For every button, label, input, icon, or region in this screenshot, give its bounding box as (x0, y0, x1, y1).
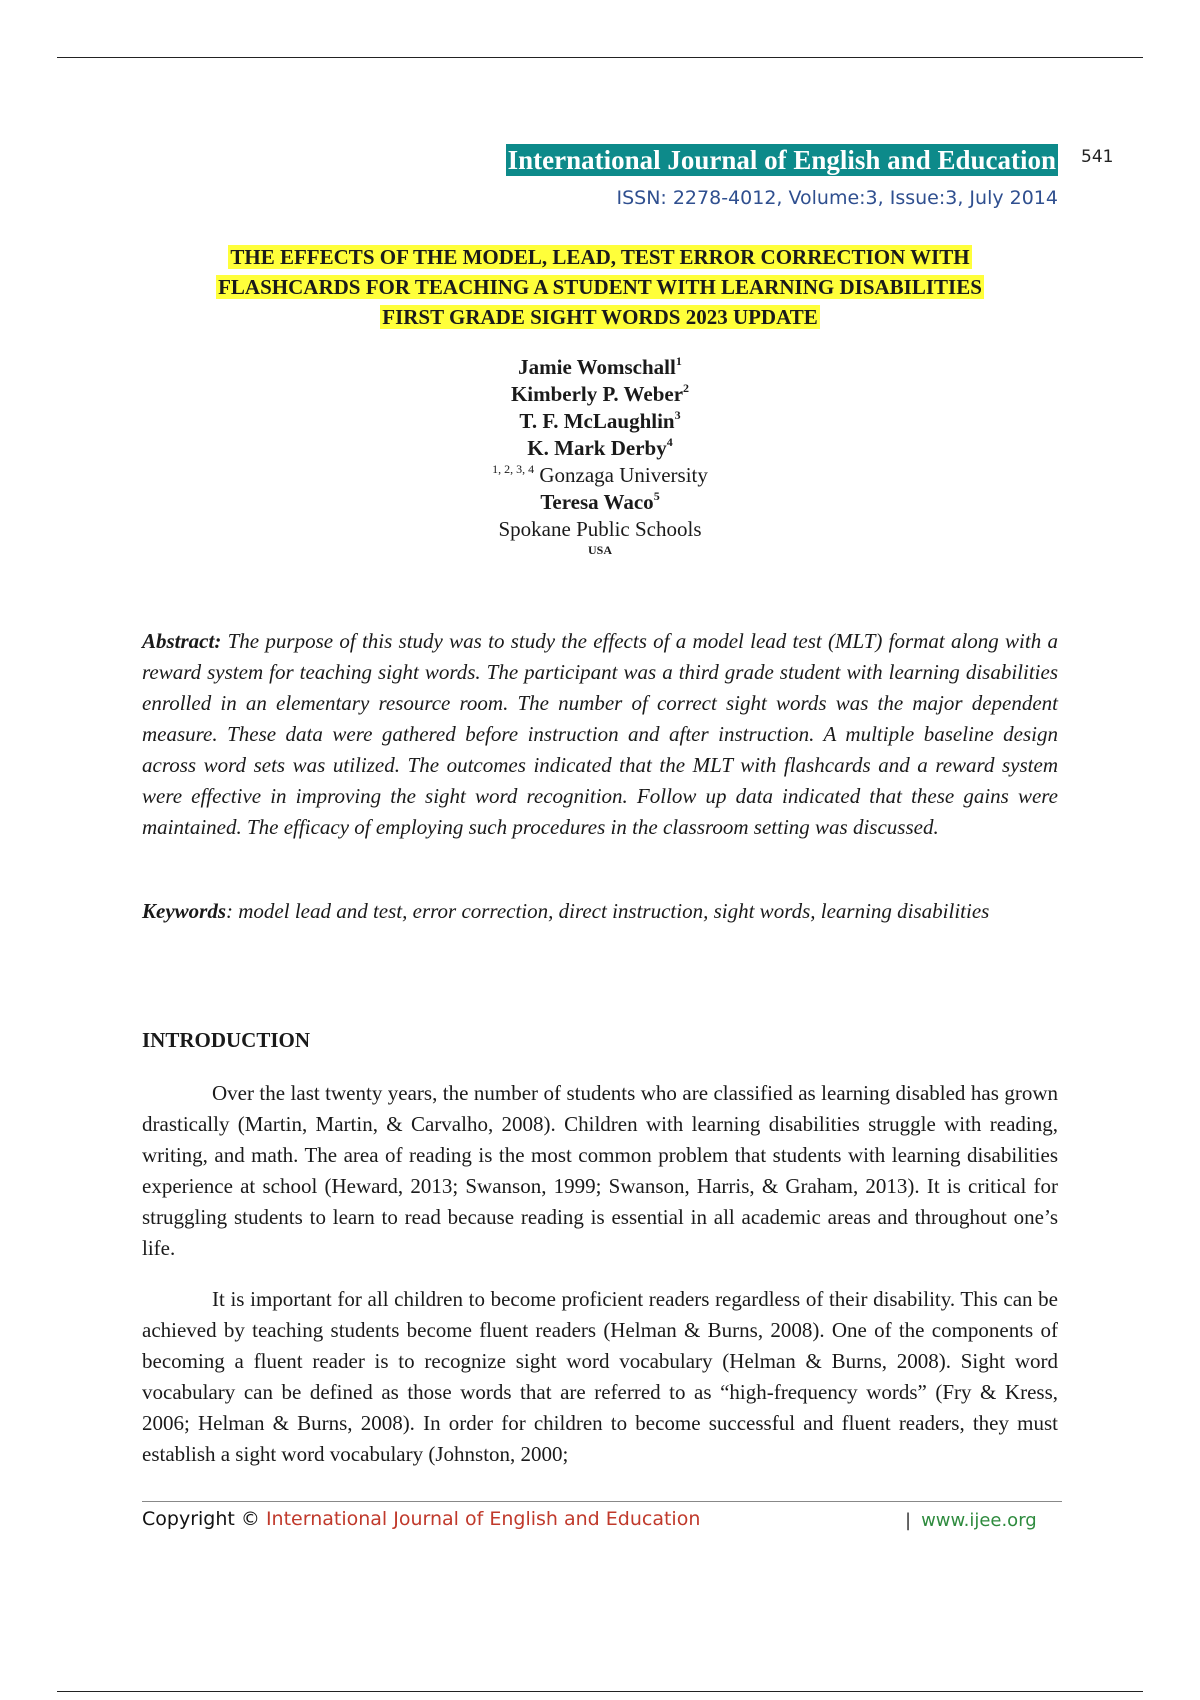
abstract-label: Abstract: (142, 629, 222, 653)
author-name: Jamie Womschall$^1$ (518, 354, 682, 379)
affiliation: Spokane Public Schools (498, 517, 702, 541)
author-name: T. F. McLaughlin$^3$ (519, 408, 681, 433)
country: USA (587, 543, 612, 557)
footer-copyright (142, 1508, 700, 1530)
footer-journal-name: International Journal of English and Education (265, 1508, 701, 1530)
abstract (142, 626, 1058, 843)
author-name: Teresa Waco$^5$ (540, 489, 660, 514)
keywords (142, 896, 1058, 927)
keywords-text: : model lead and test, error correction, direct instruction, sight words, learning disabilities (226, 899, 990, 923)
issn-line: ISSN: 2278-4012, Volume:3, Issue:3, July 2014 (616, 187, 1058, 209)
body-paragraph: Over the last twenty years, the number of students who are classified as learning disabled has grown drastically (Martin, Martin, & Carvalho, 2008). Children with learning disabilities struggle with reading, writing, and math. The area of reading is the most common problem that students with learning disabilities experience at school (Heward, 2013; Swanson, 1999; Swanson, Harris, & Graham, 2013). It is critical for struggling students to learn to read because reading is essential in all academic areas and throughout one’s life. (142, 1081, 1058, 1260)
footer-rule (142, 1501, 1062, 1502)
author-block (300, 354, 900, 557)
footer-separator: | (905, 1510, 912, 1531)
section-heading: INTRODUCTION (142, 1028, 311, 1052)
website-link[interactable]: www.ijee.org (921, 1510, 1037, 1531)
journal-banner: International Journal of English and Education (507, 145, 1056, 175)
author-name: Kimberly P. Weber$^2$ (510, 381, 690, 406)
bottom-rule (57, 1691, 1143, 1692)
top-rule (57, 57, 1143, 58)
copyright-label: Copyright © (142, 1508, 260, 1530)
affiliation: $^{1, 2, 3, 4}$ Gonzaga University (492, 462, 708, 487)
body-paragraph: It is important for all children to become proficient readers regardless of their disability. This can be achieved by teaching students become fluent readers (Helman & Burns, 2008). One of the components of becoming a fluent reader is to recognize sight word vocabulary (Helman & Burns, 2008). Sight word vocabulary can be defined as those words that are referred to as “high-frequency words” (Fry & Kress, 2006; Helman & Burns, 2008). In order for children to become successful and fluent readers, they must establish a sight word vocabulary (Johnston, 2000; (142, 1287, 1058, 1466)
keywords-label: Keywords (142, 899, 226, 923)
footer-website (905, 1510, 1037, 1531)
author-name: K. Mark Derby$^4$ (527, 435, 673, 460)
title-line: FLASHCARDS FOR TEACHING A STUDENT WITH LEARNING DISABILITIES (218, 275, 982, 299)
title-line: THE EFFECTS OF THE MODEL, LEAD, TEST ERROR CORRECTION WITH (230, 245, 970, 269)
paper-title (100, 242, 1100, 332)
title-line: FIRST GRADE SIGHT WORDS 2023 UPDATE (382, 305, 818, 329)
abstract-text: The purpose of this study was to study the effects of a model lead test (MLT) format along with a reward system for teaching sight words. The participant was a third grade student with learning disabilities enrolled in an elementary resource room. The number of correct sight words was the major dependent measure. These data were gathered before instruction and after instruction. A multiple baseline design across word sets was utilized. The outcomes indicated that the MLT with flashcards and a reward system were effective in improving the sight word recognition. Follow up data indicated that these gains were maintained. The efficacy of employing such procedures in the classroom setting was discussed. (142, 629, 1059, 839)
page-number: 541 (1081, 147, 1114, 167)
